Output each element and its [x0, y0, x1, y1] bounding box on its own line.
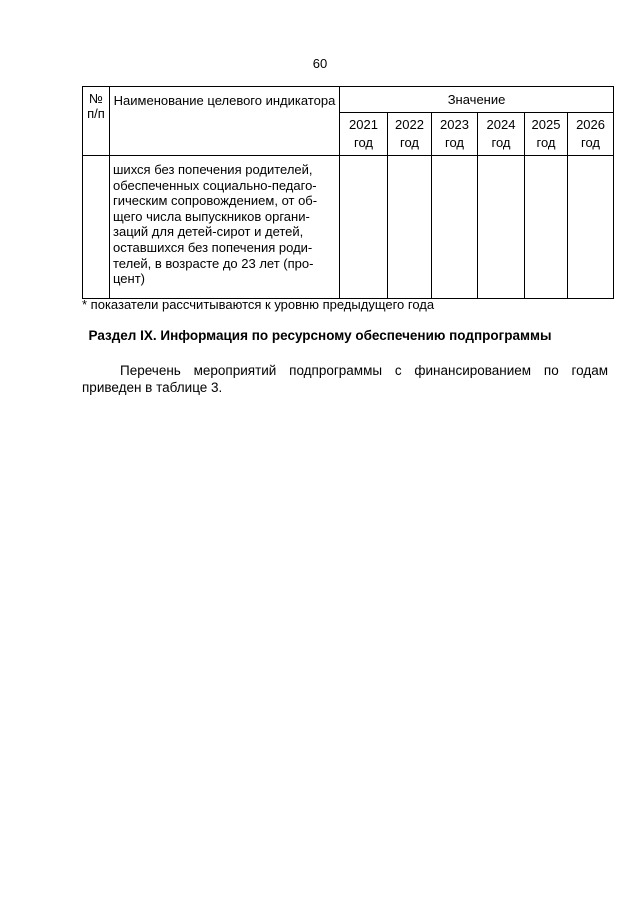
- table-footnote: * показатели рассчитываются к уровню предыдущего года: [82, 297, 435, 312]
- header-value: Значение: [340, 87, 614, 113]
- row-value-2022: [388, 156, 432, 299]
- indicator-table: [82, 86, 614, 299]
- header-year-2025: 2025 год: [525, 113, 568, 156]
- header-year-2022: 2022 год: [388, 113, 432, 156]
- header-year-2023: 2023 год: [432, 113, 478, 156]
- row-value-2026: [568, 156, 614, 299]
- header-year-2024: 2024 год: [478, 113, 525, 156]
- row-value-2024: [478, 156, 525, 299]
- section-paragraph: Перечень мероприятий подпрограммы с финансированием по годам приведен в таблице 3.: [82, 363, 608, 395]
- header-number: № п/п: [83, 87, 110, 156]
- table-row: [83, 156, 614, 299]
- header-year-2021: 2021 год: [340, 113, 388, 156]
- row-value-2021: [340, 156, 388, 299]
- header-indicator-name: Наименование целевого индикатора: [110, 87, 340, 156]
- row-number-cell: [83, 156, 110, 299]
- header-year-2026: 2026 год: [568, 113, 614, 156]
- section-heading: Раздел IX. Информация по ресурсному обеспечению подпрограммы: [88, 328, 552, 343]
- row-value-2023: [432, 156, 478, 299]
- page-number: 60: [312, 56, 328, 71]
- row-value-2025: [525, 156, 568, 299]
- row-indicator-name: шихся без попечения родителей, обеспеченных социально-педаго- гическим сопровождением, от об- щего числа выпускников органи- заций для детей-сирот и детей, оставшихся без попечения роди- телей, в возрасте до 23 лет (про- цент): [110, 156, 340, 299]
